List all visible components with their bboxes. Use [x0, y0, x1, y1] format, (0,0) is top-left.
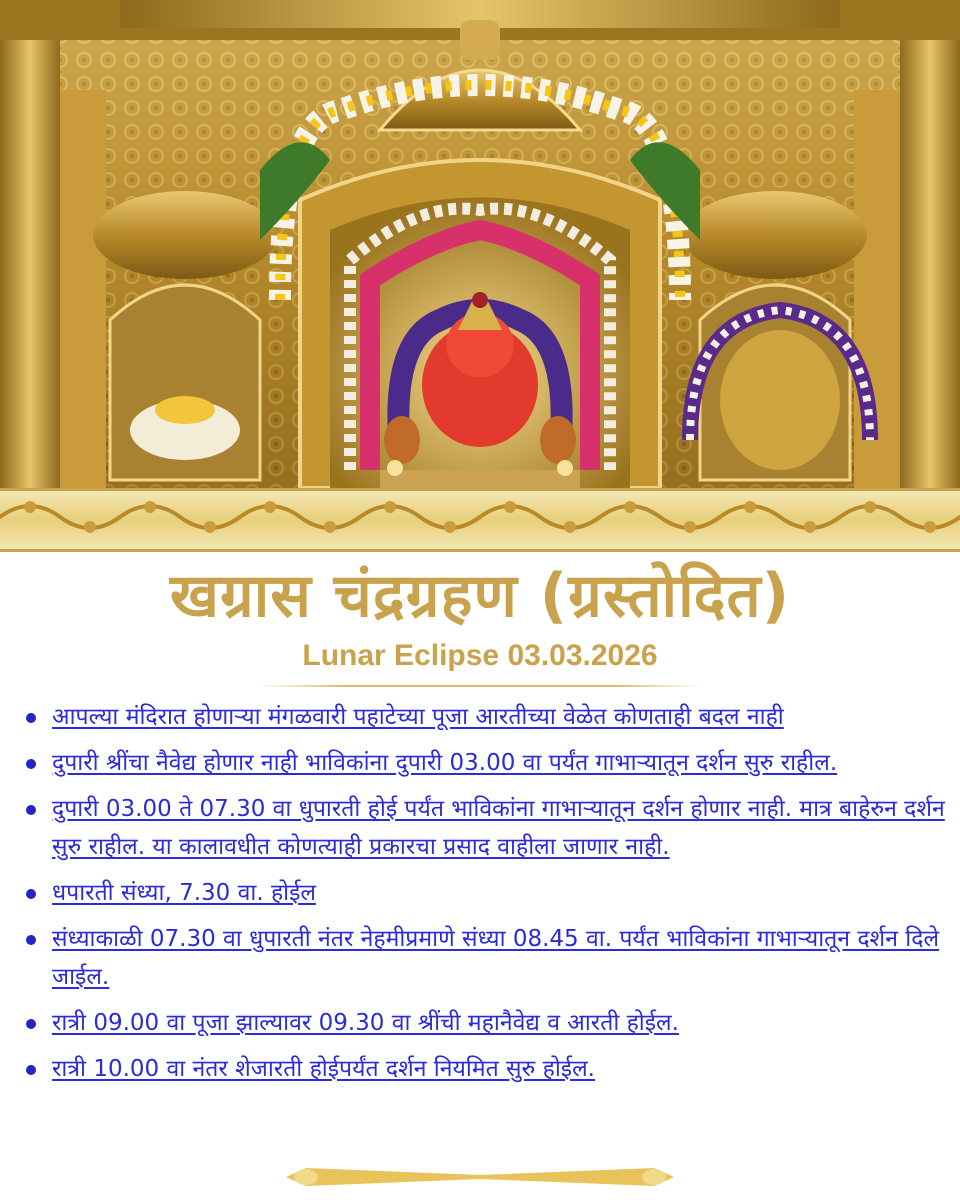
list-item[interactable]	[26, 1004, 951, 1042]
list-item[interactable]	[26, 744, 951, 782]
divider	[258, 685, 702, 687]
notice-text[interactable]: दुपारी श्रींचा नैवेद्य होणार नाही भाविकांना दुपारी 03.00 वा पर्यंत गाभाऱ्यातून दर्शन सुरु राहील.	[52, 750, 838, 776]
notice-list	[26, 698, 951, 1096]
ornamental-border	[0, 488, 960, 552]
notice-text[interactable]: धपारती संध्या, 7.30 वा. होईल	[52, 880, 317, 906]
list-item[interactable]	[26, 920, 951, 996]
list-item[interactable]	[26, 790, 951, 866]
notice-text[interactable]: रात्री 09.00 वा पूजा झाल्यावर 09.30 वा श्रींची महानैवेद्य व आरती होईल.	[52, 1010, 679, 1036]
bullet-icon	[26, 1019, 36, 1029]
bullet-icon	[26, 1065, 36, 1075]
bullet-icon	[26, 805, 36, 815]
list-item[interactable]	[26, 1050, 951, 1088]
bullet-icon	[26, 759, 36, 769]
bottom-ornament	[286, 1164, 674, 1190]
notice-text[interactable]: आपल्या मंदिरात होणाऱ्या मंगळवारी पहाटेच्या पूजा आरतीच्या वेळेत कोणताही बदल नाही	[52, 704, 784, 730]
bullet-icon	[26, 889, 36, 899]
bullet-icon	[26, 935, 36, 945]
temple-sanctum-image	[0, 0, 960, 488]
list-item[interactable]	[26, 698, 951, 736]
notice-text[interactable]: संध्याकाळी 07.30 वा धुपारती नंतर नेहमीप्रमाणे संध्या 08.45 वा. पर्यंत भाविकांना गाभाऱ्यातून दर्शन दिले जाईल.	[52, 926, 940, 990]
page-subtitle: Lunar Eclipse 03.03.2026	[302, 639, 658, 672]
notice-text[interactable]: दुपारी 03.00 ते 07.30 वा धुपारती होई पर्यंत भाविकांना गाभाऱ्यातून दर्शन होणार नाही. मात्र बाहेरुन दर्शन सुरु राहील. या कालावधीत कोणत्याही प्रकारचा प्रसाद वाहीला जाणार नाही.	[52, 796, 945, 860]
notice-text[interactable]: रात्री 10.00 वा नंतर शेजारती होईपर्यंत दर्शन नियमित सुरु होईल.	[52, 1056, 595, 1082]
bullet-icon	[26, 713, 36, 723]
page-title: खग्रास चंद्रग्रहण (ग्रस्तोदित)	[169, 561, 791, 631]
list-item[interactable]	[26, 874, 951, 912]
